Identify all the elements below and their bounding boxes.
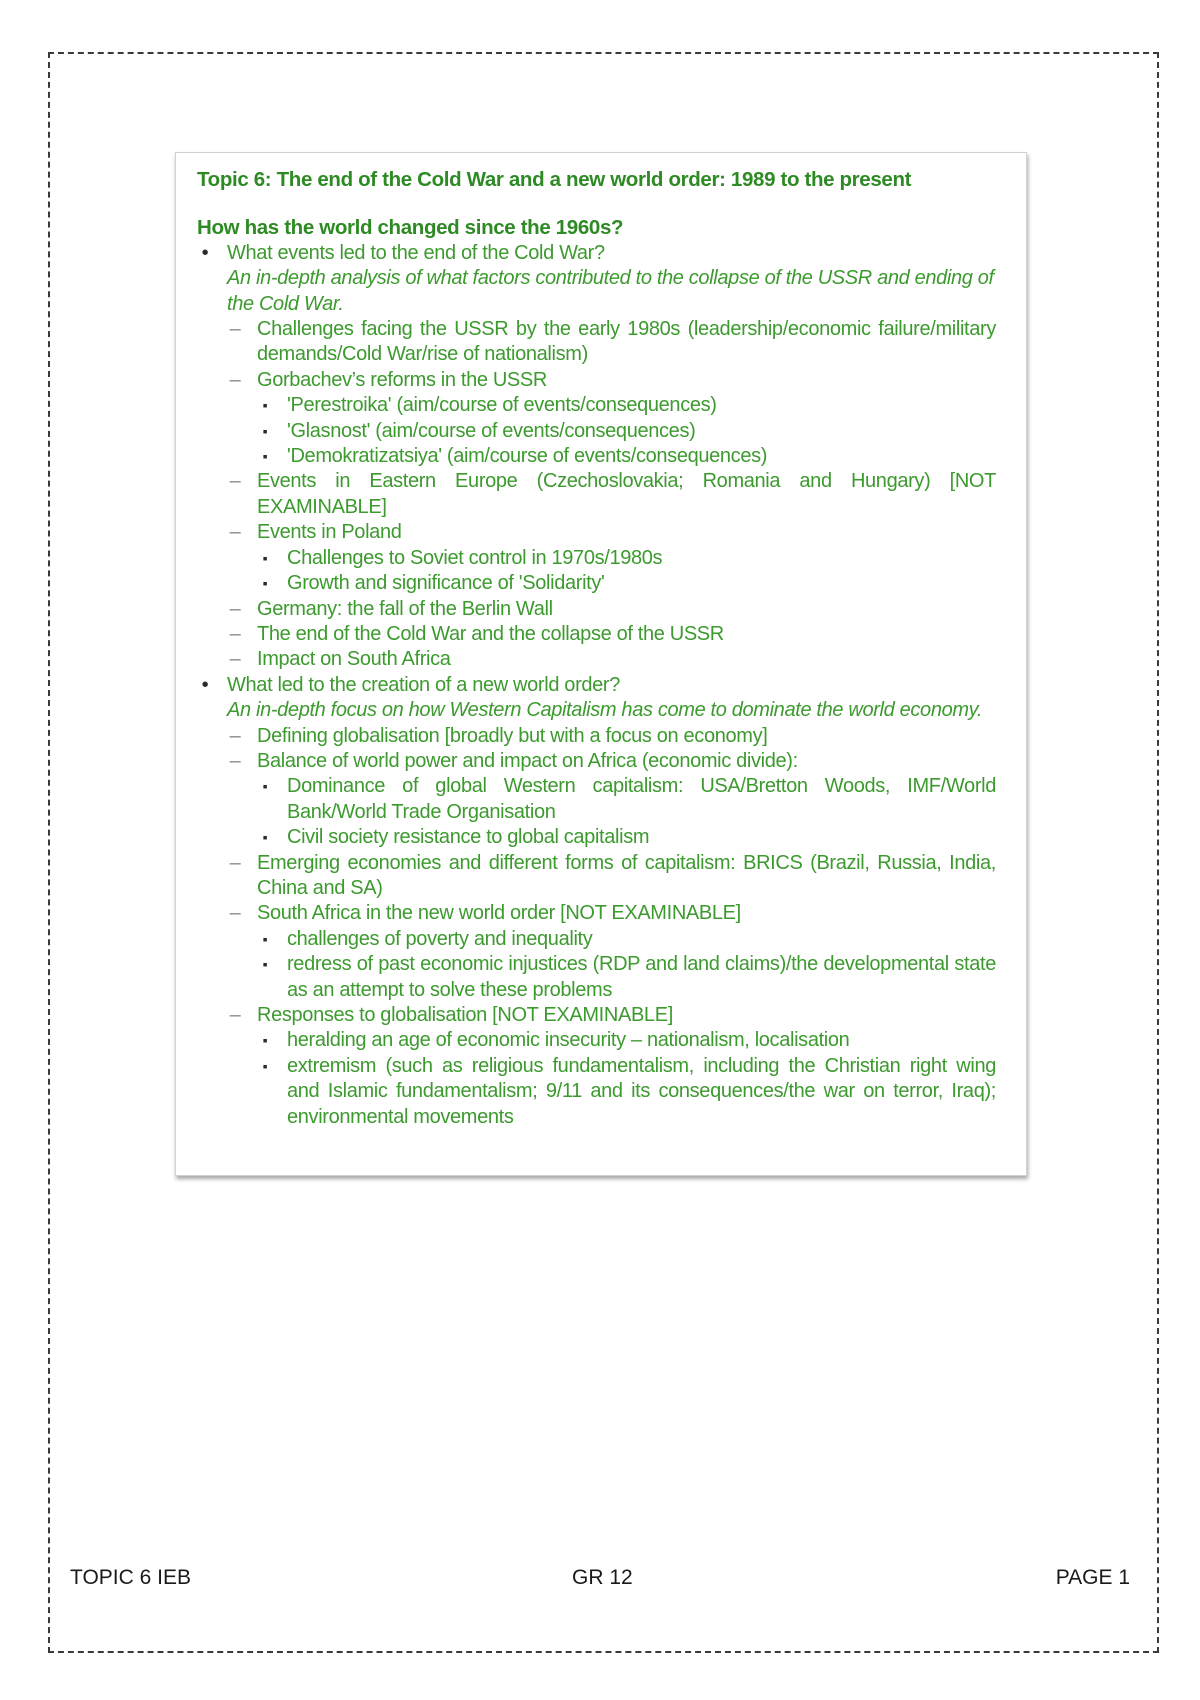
topic-item [227, 597, 996, 622]
bullet-icon: • [201, 241, 209, 264]
topic-title: Topic 6: The end of the Cold War and a new world order: 1989 to the present [197, 168, 912, 191]
topic-item [227, 622, 996, 647]
topic-item-text: South Africa in the new world order [NOT EXAMINABLE] [257, 902, 741, 925]
subitem [257, 571, 996, 596]
dash-icon: – [229, 648, 241, 671]
subitem [257, 1028, 996, 1053]
subitems-list [257, 393, 996, 469]
section-item [197, 241, 996, 673]
topic-item [227, 368, 996, 470]
square-bullet-icon: ▪ [262, 1057, 268, 1074]
dash-icon: – [229, 597, 241, 620]
subitem-text: extremism (such as religious fundamentalism, including the Christian right wing and Islamic fundamentalism; 9/11 and its consequences/the war on terror, Iraq); environmental movements [287, 1054, 996, 1128]
subitem [257, 927, 996, 952]
subitem [257, 825, 996, 850]
subitem [257, 444, 996, 469]
topic-item [227, 317, 996, 368]
subitem [257, 393, 996, 418]
topic-item-text: Impact on South Africa [257, 648, 451, 671]
bullet-icon: • [201, 673, 209, 696]
subitems-list [257, 1028, 996, 1130]
square-bullet-icon: ▪ [262, 397, 268, 414]
topic-item [227, 749, 996, 851]
topic-item-text: Germany: the fall of the Berlin Wall [257, 597, 553, 620]
syllabus-box [175, 152, 1027, 1176]
section-heading: How has the world changed since the 1960s? [197, 216, 624, 240]
section-question: What events led to the end of the Cold War? [227, 241, 605, 264]
subitem [257, 952, 996, 1003]
section-question: What led to the creation of a new world order? [227, 673, 621, 696]
topic-item [227, 724, 996, 749]
subitem-text: redress of past economic injustices (RDP and land claims)/the developmental state as an attempt to solve these problems [287, 953, 996, 1001]
topic-item [227, 469, 996, 520]
square-bullet-icon: ▪ [262, 930, 268, 947]
square-bullet-icon: ▪ [262, 575, 268, 592]
square-bullet-icon: ▪ [262, 778, 268, 795]
topic-item-text: The end of the Cold War and the collapse of the USSR [257, 622, 724, 645]
square-bullet-icon: ▪ [262, 956, 268, 973]
subitem-text: Dominance of global Western capitalism: USA/Bretton Woods, IMF/World Bank/World Trade Organisation [287, 775, 996, 823]
subitem-text: Growth and significance of 'Solidarity' [287, 572, 605, 595]
dash-icon: – [229, 749, 241, 772]
dash-icon: – [229, 470, 241, 493]
subitem-text: Challenges to Soviet control in 1970s/1980s [287, 546, 663, 569]
topic-item [227, 647, 996, 672]
square-bullet-icon: ▪ [262, 549, 268, 566]
subitems-list [257, 546, 996, 597]
topic-items-list [227, 317, 996, 673]
sections-list [197, 241, 996, 1130]
section-focus: An in-depth analysis of what factors contributed to the collapse of the USSR and ending of the Cold War. [227, 267, 994, 315]
topic-item [227, 901, 996, 1003]
subitems-list [257, 774, 996, 850]
dash-icon: – [229, 724, 241, 747]
topic-item-text: Events in Eastern Europe (Czechoslovakia; Romania and Hungary) [NOT EXAMINABLE] [257, 470, 996, 518]
topic-item-text: Emerging economies and different forms of capitalism: BRICS (Brazil, Russia, India, China and SA) [257, 851, 996, 899]
topic-item-text: Events in Poland [257, 521, 402, 544]
topic-item-text: Defining globalisation [broadly but with a focus on economy] [257, 724, 768, 747]
dash-icon: – [229, 1004, 241, 1026]
topic-item-text: Gorbachev’s reforms in the USSR [257, 368, 548, 391]
subitems-list [257, 927, 996, 1003]
subitem-text: Civil society resistance to global capitalism [287, 826, 650, 849]
subitem [257, 546, 996, 571]
square-bullet-icon: ▪ [262, 829, 268, 846]
section-focus: An in-depth focus on how Western Capitalism has come to dominate the world economy. [227, 699, 983, 722]
dash-icon: – [229, 368, 241, 391]
dash-icon: – [229, 318, 241, 341]
square-bullet-icon: ▪ [262, 1032, 268, 1049]
topic-item [227, 1003, 996, 1130]
subitem [257, 774, 996, 825]
topic-item-text: Responses to globalisation [NOT EXAMINABLE] [257, 1004, 673, 1026]
square-bullet-icon: ▪ [262, 422, 268, 439]
subitem-text: 'Glasnost' (aim/course of events/consequences) [287, 419, 696, 442]
subitem-text: 'Perestroika' (aim/course of events/consequences) [287, 394, 717, 417]
topic-item-text: Balance of world power and impact on Africa (economic divide): [257, 749, 798, 772]
subitem-text: 'Demokratizatsiya' (aim/course of events/consequences) [287, 445, 768, 468]
topic-item [227, 520, 996, 596]
dash-icon: – [229, 851, 241, 874]
footer-grade-label: GR 12 [572, 1566, 633, 1589]
subitem [257, 419, 996, 444]
subitem-text: challenges of poverty and inequality [287, 927, 593, 950]
dash-icon: – [229, 521, 241, 544]
footer-page-number: PAGE 1 [1055, 1566, 1130, 1589]
topic-items-list [227, 724, 996, 1131]
dash-icon: – [229, 622, 241, 645]
dash-icon: – [229, 902, 241, 925]
footer-topic-label: TOPIC 6 IEB [70, 1566, 191, 1589]
section-item [197, 673, 996, 1130]
subitem [257, 1054, 996, 1130]
subitem-text: heralding an age of economic insecurity – nationalism, localisation [287, 1029, 850, 1052]
square-bullet-icon: ▪ [262, 448, 268, 465]
topic-item [227, 851, 996, 902]
topic-item-text: Challenges facing the USSR by the early 1980s (leadership/economic failure/military demands/Cold War/rise of nationalism) [257, 318, 996, 366]
